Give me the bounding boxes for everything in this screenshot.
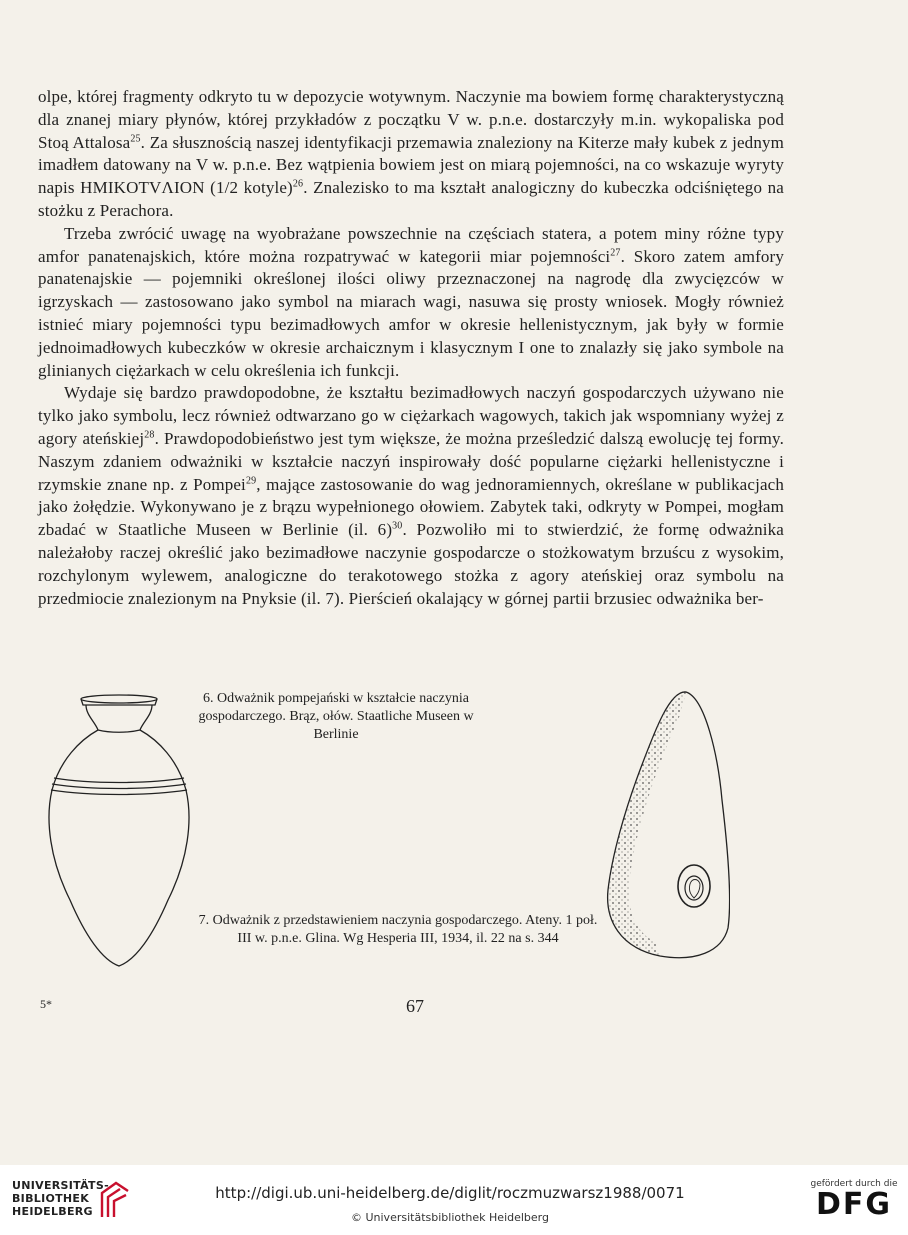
footer-bar [0,1165,908,1235]
footnote-ref: 30 [392,520,403,532]
logo-text: UNIVERSITÄTS- BIBLIOTHEK HEIDELBERG [12,1179,109,1218]
vessel-weight-drawing [40,690,198,970]
paragraph-3: Wydaje się bardzo prawdopodobne, że kształtu bezimadłowych naczyń gospodarczych używano nie tylko jako symbolu, lecz również odtwarzano go w ciężarkach wagowych, takich jak wspomniany wyżej z agory ateńskiej$^{28}$. Prawdopodobieństwo jest tym większe, że można prześledzić dalszą ewolucję tej formy. Naszym zdaniem odważniki w kształcie naczyń inspirowały dość popularne ciężarki hellenistyczne i rzymskie znane np. z Pompei$^{29}$, mające zastosowanie do wag jednoramiennych, określane w publikacjach jako żołędzie. Wykonywano je z brązu wypełnionego ołowiem. Zabytek taki, odkryty w Pompei, mogłam zbadać w Staatliche Museen w Berlinie (il. 6)$^{30}$. Pozwoliło mi to stwierdzić, że formę odważnika należałoby raczej określić jako bezimadłowe naczynie gospodarcze o stożkowatym brzuścu z wysokim, rozchylonym wylewem, analogiczne do terakotowego stożka z agory ateńskiej oraz symbolu na przedmiocie znalezionym na Pnyksie (il. 7). Pierścień okalający w górnej partii brzusiec odważnika ber- [38,383,784,608]
footnote-ref: 27 [610,246,621,258]
footnote-ref: 29 [245,474,257,486]
conical-weight-drawing [600,680,730,970]
page-number: 67 [406,996,424,1016]
university-library-logo[interactable] [12,1179,132,1219]
dfg-logo[interactable] [808,1179,900,1221]
main-text [38,86,784,610]
footnote-ref: 28 [144,429,155,441]
figure-6-caption: 6. Odważnik pompejański w kształcie naczynia gospodarczego. Brąz, ołów. Staatliche Museen w Berlinie [198,691,474,742]
footnote-ref: 25 [130,132,141,144]
source-url-link[interactable]: http://digi.ub.uni-heidelberg.de/diglit/roczmuzwarsz1988/0071 [215,1184,685,1202]
paragraph-2: Trzeba zwrócić uwagę na wyobrażane powszechnie na częściach statera, a potem miny różne typy amfor panatenajskich, które można rozpatrywać w kategorii miar pojemności$^{27}$. Skoro zatem amfory panatenajskie — pojemniki określonej ilości oliwy przeznaczonej na nagrodę dla zwycięzców w igrzyskach — zastosowano jako symbol na miarach wagi, nasuwa się prosty wniosek. Mogły również istnieć miary pojemności typu bezimadłowych amfor w okresie hellenistycznym, jak były w formie jednoimadłowych kubeczków w okresie archaicznym i klasycznym I one to znalazły się jako symbole na glinianych ciężarkach w celu określenia ich funkcji. [38,223,785,380]
signature-mark: 5* [40,997,52,1011]
dfg-mark: DFG [815,1187,893,1222]
library-emblem-icon [98,1179,132,1219]
dfg-label: gefördert durch die [810,1179,898,1189]
paragraph-1: olpe, której fragmenty odkryto tu w depozycie wotywnym. Naczynie ma bowiem formę charakterystyczną dla znanej miary płynów, której przykładów z początku V w. p.n.e. dostarczyły m.in. wykopaliska pod Stoą Attalosa$^{25}$. Za słusznością naszej identyfikacji przemawia znaleziony na Kiterze mały kubek z jednym imadłem datowany na V w. p.n.e. Bez wątpienia bowiem jest on miarą pojemności, na co wskazuje wyryty napis HMIKOTVΛION (1/2 kotyle)$^{26}$. Znalezisko to ma kształt analogiczny do kubeczka odciśniętego na stożku z Perachora. [38,87,784,220]
figure-7-caption: 7. Odważnik z przedstawieniem naczynia gospodarczego. Ateny. 1 poł. III w. p.n.e. Glina. Wg Hesperia III, 1934, il. 22 na s. 344 [198,913,598,946]
copyright-notice: © Universitätsbibliothek Heidelberg [350,1211,549,1224]
footnote-ref: 26 [292,178,304,190]
